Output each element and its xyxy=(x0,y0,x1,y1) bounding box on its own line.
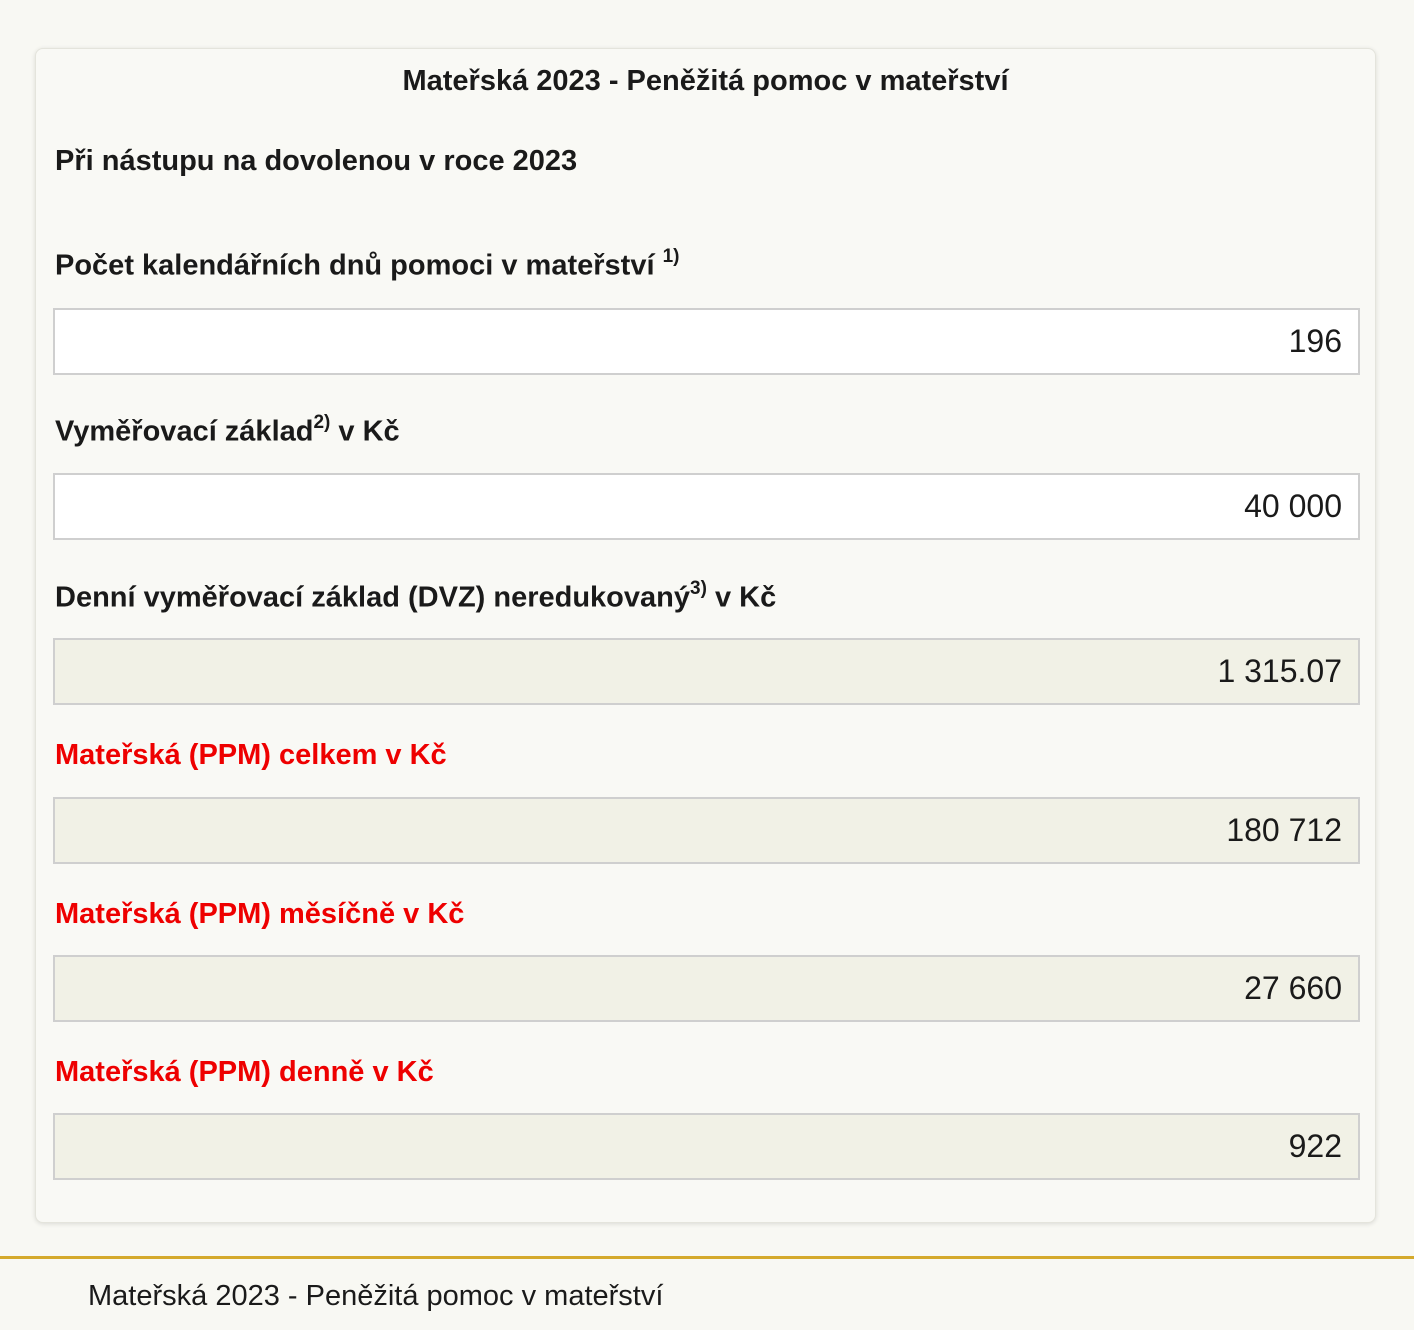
days-label-text: Počet kalendářních dnů pomoci v mateřství xyxy=(55,249,655,282)
daily-base-label-suffix: v Kč xyxy=(706,581,777,614)
ppm-total-output: 180 712 xyxy=(53,797,1360,864)
ppm-monthly-label: Mateřská (PPM) měsíčně v Kč xyxy=(55,898,465,930)
ppm-daily-output: 922 xyxy=(53,1113,1360,1180)
days-footnote: 1) xyxy=(662,246,680,267)
daily-base-footnote: 3) xyxy=(690,578,707,599)
daily-base-label-text: Denní vyměřovací základ (DVZ) neredukovaný xyxy=(55,581,690,614)
calculator-subtitle: Při nástupu na dovolenou v roce 2023 xyxy=(55,145,578,177)
days-input[interactable]: 196 xyxy=(53,308,1360,375)
footer-divider xyxy=(0,1256,1414,1259)
daily-base-output: 1 315.07 xyxy=(53,638,1360,705)
ppm-monthly-output: 27 660 xyxy=(53,955,1360,1022)
ppm-total-label: Mateřská (PPM) celkem v Kč xyxy=(55,739,447,771)
assessment-base-footnote: 2) xyxy=(313,412,331,433)
calculator-title: Mateřská 2023 - Peněžitá pomoc v mateřství xyxy=(402,65,1009,97)
ppm-daily-label: Mateřská (PPM) denně v Kč xyxy=(55,1056,434,1088)
daily-base-label xyxy=(55,573,776,616)
calculator-card xyxy=(35,48,1376,1223)
days-label xyxy=(55,241,679,284)
assessment-base-label-text: Vyměřovací základ xyxy=(55,415,314,448)
assessment-base-label-suffix: v Kč xyxy=(330,415,400,448)
assessment-base-label xyxy=(55,407,400,450)
footer-link[interactable]: Mateřská 2023 - Peněžitá pomoc v mateřství xyxy=(88,1280,664,1312)
assessment-base-input[interactable]: 40 000 xyxy=(53,473,1360,540)
